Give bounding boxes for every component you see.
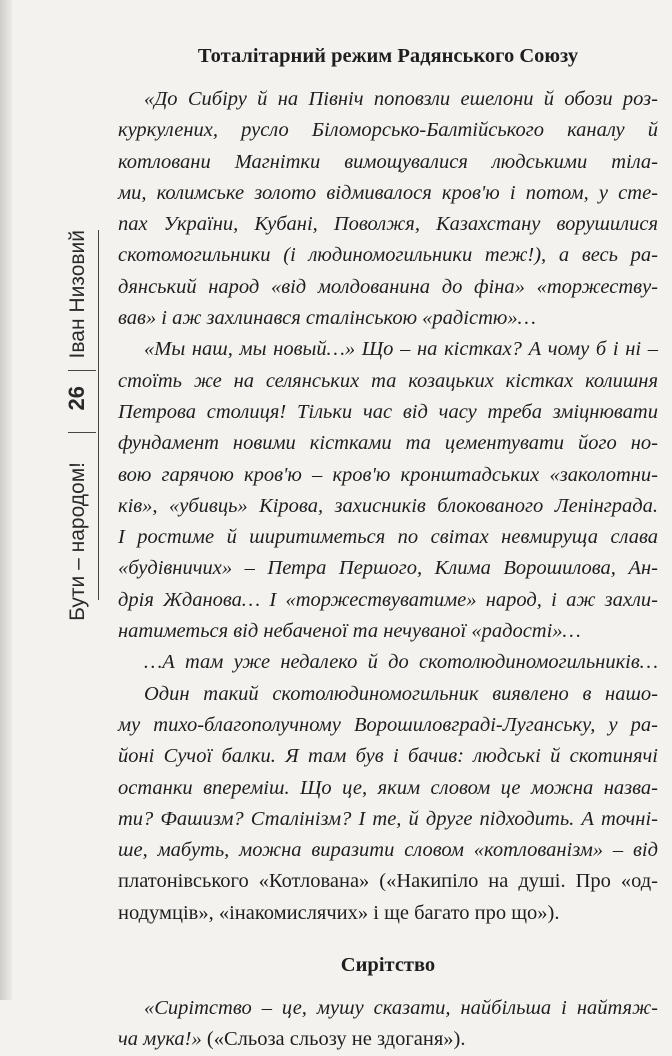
text-line: нодумців», «інакомислячих» і ще багато про що»). (118, 901, 560, 924)
text-line: котловани Магнітки вимощувалися людськими тіла- (118, 150, 658, 173)
book-title: Бути – народом! (66, 462, 89, 621)
text-line: Петрова столиця! Тільки час від часу треба зміцнювати (118, 400, 658, 423)
text-line: куркулених, русло Біломорсько-Балтійського каналу й (118, 119, 658, 142)
section-text (118, 84, 658, 929)
text-line: ків», «убивць» Кірова, захисників блокованого Ленінграда. (118, 494, 658, 517)
text-line: ти? Фашизм? Сталінізм? І те, й друге підходить. А точні- (118, 807, 658, 830)
section-text (118, 993, 658, 1056)
text-line: І ростиме й ширитиметься по світах невмируща слава (118, 526, 658, 549)
text-line: натиметься від небаченої та нечуваної «радості»… (118, 620, 581, 643)
text-line: му тихо-благополучному Ворошиловграді-Луганську, у ра- (118, 713, 658, 736)
page-number-rule-top (68, 370, 96, 371)
text-line: йоні Сучої балки. Я там був і бачив: людські й скотинячі (118, 745, 658, 768)
text-line: вою гарячою кров'ю – кров'ю кронштадських «заколотни- (118, 463, 658, 486)
header-rule (98, 230, 99, 600)
section-heading: Тоталітарний режим Радянського Союзу (197, 45, 579, 67)
text-line: «будівничих» – Петра Першого, Клима Ворошилова, Ан- (118, 557, 658, 580)
text-line: ми, колимське золото відмивалося кров'ю і потом, у сте- (118, 181, 658, 204)
author-name: Іван Низовий (66, 230, 89, 359)
text-line: вав» і аж захлинався сталінською «радістю»… (118, 307, 536, 330)
text-line: …А там уже недалеко й до скотолюдиномогильників… (144, 651, 658, 674)
text-line: пах України, Кубані, Поволжя, Казахстану ворушилися (118, 213, 658, 236)
text-line: ше, мабуть, можна виразити словом «котлованізм» – від (118, 839, 658, 862)
text-line: Один такий скотолюдиномогильник виявлено в нашо- (144, 682, 658, 705)
page-body (118, 42, 658, 1056)
text-line: ча мука!» («Сльоза сльозу не здоганя»). (118, 1028, 466, 1051)
page-number: 26 (64, 386, 89, 411)
text-line: дянський народ «від молдованина до фіна» «торжеству- (118, 275, 658, 298)
text-line: «Сирітство – це, мушу сказати, найбільша і найтяж- (144, 997, 658, 1020)
text-line: дрія Жданова… І «торжествуватиме» народ, і аж захли- (118, 588, 658, 611)
text-line: останки впереміш. Що це, яким словом це можна назва- (118, 776, 658, 799)
text-line: «Мы наш, мы новый…» Що – на кістках? А чому б і ні – (144, 338, 658, 361)
text-line: фундамент новими кістками та цементувати його но- (118, 432, 658, 455)
text-line: скотомогильники (і людиномогильники теж!), а весь ра- (118, 244, 658, 267)
text-line: «До Сибіру й на Північ поповзли ешелони й обози роз- (144, 88, 658, 110)
page-edge (0, 0, 12, 1000)
text-line: стоїть же на селянських та козацьких кістках колишня (118, 369, 658, 392)
text-line: платонівського «Котлована» («Накипіло на душі. Про «од- (118, 870, 658, 893)
section-heading: Сирітство (340, 954, 436, 977)
page-number-rule-bottom (68, 432, 96, 433)
running-header (60, 230, 116, 621)
